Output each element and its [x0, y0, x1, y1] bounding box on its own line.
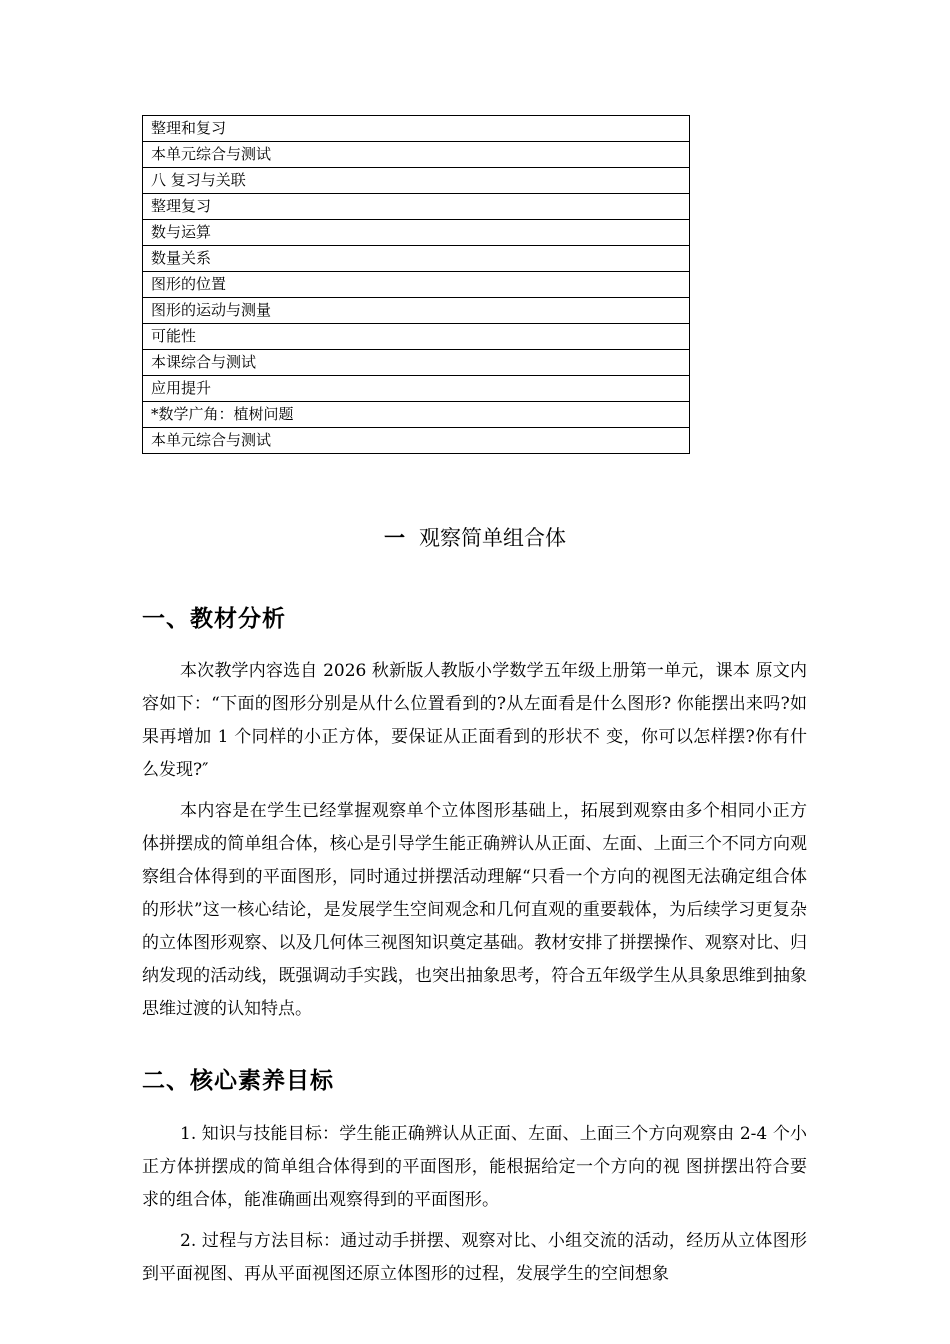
paragraph-goal-process: 2. 过程与方法目标：通过动手拼摆、观察对比、小组交流的活动，经历从立体图形到平面视图、再从平面视图还原立体图形的过程，发展学生的空间想象 [142, 1231, 807, 1284]
toc-cell: 图形的位置 [143, 272, 690, 298]
toc-row [143, 220, 690, 246]
toc-cell: 图形的运动与测量 [143, 298, 690, 324]
paragraph-textbook-source: 本次教学内容选自 2026 秋新版人教版小学数学五年级上册第一单元，课本 原文内容如下：“下面的图形分别是从什么位置看到的?从左面看是什么图形? 你能摆出来吗?如果再增加 1 个同样的小正方体，要保证从正面看到的形状不 变，你可以怎样摆?你有什么发现?″ [142, 661, 807, 780]
toc-cell: 八 复习与关联 [143, 168, 690, 194]
toc-row [143, 428, 690, 454]
paragraph-goal-knowledge: 1. 知识与技能目标：学生能正确辨认从正面、左面、上面三个方向观察由 2-4 个小正方体拼摆成的简单组合体得到的平面图形，能根据给定一个方向的视 图拼摆出符合要求的组合体，能准确画出观察得到的平面图形。 [142, 1124, 807, 1210]
toc-row [143, 246, 690, 272]
toc-table [142, 115, 690, 454]
toc-cell: 整理复习 [143, 194, 690, 220]
toc-cell: 本单元综合与测试 [143, 142, 690, 168]
paragraph-textbook-analysis: 本内容是在学生已经掌握观察单个立体图形基础上，拓展到观察由多个相同小正方体拼摆成的简单组合体，核心是引导学生能正确辨认从正面、左面、上面三个不同方向观察组合体得到的平面图形，同时通过拼摆活动理解“只看一个方向的视图无法确定组合体的形状”这一核心结论，是发展学生空间观念和几何直观的重要载体，为后续学习更复杂的立体图形观察、以及几何体三视图知识奠定基础。教材安排了拼摆操作、观察对比、归纳发现的活动线，既强调动手实践，也突出抽象思考，符合五年级学生从具象思维到抽象思维过渡的认知特点。 [142, 801, 807, 1019]
unit-title-text: 观察简单组合体 [419, 526, 566, 550]
toc-row [143, 272, 690, 298]
toc-row [143, 376, 690, 402]
toc-row [143, 116, 690, 142]
toc-row [143, 298, 690, 324]
unit-title [0, 522, 950, 552]
toc-cell: 本课综合与测试 [143, 350, 690, 376]
toc-row [143, 402, 690, 428]
section-heading-core-goals: 二、核心素养目标 [142, 1068, 334, 1094]
toc-cell: 数与运算 [143, 220, 690, 246]
toc-cell: 整理和复习 [143, 116, 690, 142]
toc-row [143, 194, 690, 220]
toc-cell: 应用提升 [143, 376, 690, 402]
toc-row [143, 350, 690, 376]
toc-row [143, 168, 690, 194]
toc-cell: 可能性 [143, 324, 690, 350]
unit-number: 一 [384, 526, 405, 550]
toc-cell: *数学广角：植树问题 [143, 402, 690, 428]
toc-cell: 数量关系 [143, 246, 690, 272]
toc-row [143, 324, 690, 350]
section-heading-textbook-analysis: 一、教材分析 [142, 606, 286, 632]
toc-row [143, 142, 690, 168]
toc-cell: 本单元综合与测试 [143, 428, 690, 454]
